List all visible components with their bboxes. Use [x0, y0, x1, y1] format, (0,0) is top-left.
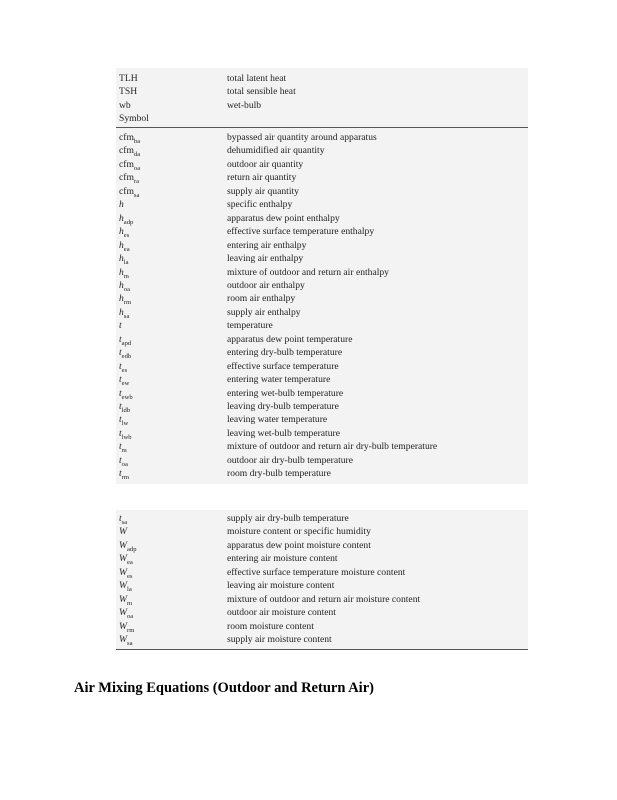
symbol-base: t — [119, 333, 122, 345]
table-row — [116, 440, 528, 453]
row-symbol — [119, 387, 133, 400]
symbol-base: cfm — [119, 185, 134, 197]
symbol-base: W — [119, 593, 127, 605]
row-symbol — [119, 373, 129, 386]
row-description: dehumidified air quantity — [227, 145, 325, 157]
row-symbol — [119, 413, 128, 426]
symbol-base: Symbol — [119, 113, 149, 125]
row-description: apparatus dew point enthalpy — [227, 212, 340, 224]
symbol-base: t — [119, 387, 122, 399]
row-symbol — [119, 566, 133, 579]
row-description: outdoor air enthalpy — [227, 279, 305, 291]
table-row — [116, 552, 528, 565]
nomenclature-table-2 — [116, 510, 528, 650]
symbol-subscript: m — [123, 272, 129, 280]
symbol-base: W — [119, 634, 127, 646]
row-symbol — [119, 185, 139, 198]
row-description: leaving air moisture content — [227, 580, 335, 592]
row-symbol — [119, 427, 132, 440]
table-row — [116, 566, 528, 579]
table-row — [116, 467, 528, 480]
table-row — [116, 171, 528, 184]
symbol-base: t — [119, 454, 122, 466]
row-symbol — [119, 440, 127, 453]
symbol-base: h — [119, 306, 124, 318]
row-description: mixture of outdoor and return air moisture content — [227, 593, 421, 605]
table-row — [116, 198, 528, 211]
row-description: supply air moisture content — [227, 634, 332, 646]
symbol-base: t — [119, 401, 122, 412]
table-row — [116, 360, 528, 373]
section-heading: Air Mixing Equations (Outdoor and Return Air) — [74, 680, 374, 696]
symbol-base: h — [119, 239, 124, 251]
symbol-base: W — [119, 607, 127, 619]
row-symbol — [119, 593, 132, 606]
symbol-subscript: ldb — [121, 407, 131, 414]
table-row — [116, 525, 528, 538]
table-row — [116, 400, 528, 413]
table-bottom-rule — [116, 649, 528, 650]
row-symbol — [119, 99, 131, 112]
symbol-subscript: sa — [123, 312, 130, 320]
row-symbol — [119, 292, 131, 305]
table-row — [116, 413, 528, 426]
table-row — [116, 279, 528, 292]
row-description: outdoor air quantity — [227, 158, 304, 170]
table-row — [116, 252, 528, 265]
symbol-base: W — [119, 539, 127, 551]
row-symbol — [119, 512, 127, 525]
symbol-base: cfm — [119, 145, 134, 157]
row-symbol — [119, 252, 129, 265]
symbol-base: W — [119, 620, 127, 632]
symbol-subscript: la — [123, 259, 129, 267]
table-row — [116, 633, 528, 646]
row-description: leaving dry-bulb temperature — [227, 401, 339, 412]
table-row — [116, 346, 528, 359]
row-symbol — [119, 539, 137, 552]
header-divider — [116, 127, 528, 128]
table-row — [116, 212, 528, 225]
row-description: temperature — [227, 320, 273, 332]
row-symbol — [119, 579, 132, 592]
row-symbol — [119, 85, 137, 98]
table-row — [116, 99, 528, 112]
symbol-subscript: sa — [121, 519, 128, 526]
symbol-base: t — [119, 320, 122, 332]
table-row — [116, 266, 528, 279]
row-description: total latent heat — [227, 73, 287, 84]
table-row — [116, 131, 528, 144]
row-symbol — [119, 212, 133, 225]
symbol-subscript: apd — [121, 339, 132, 347]
row-description: effective surface temperature moisture content — [227, 566, 406, 578]
row-description: supply air dry-bulb temperature — [227, 513, 349, 524]
row-symbol — [119, 306, 129, 319]
row-description: entering water temperature — [227, 374, 331, 386]
row-description: mixture of outdoor and return air enthalpy — [227, 266, 389, 278]
row-symbol — [119, 72, 138, 85]
symbol-subscript: ea — [127, 559, 133, 567]
row-description: moisture content or specific humidity — [227, 526, 371, 538]
symbol-base: t — [119, 360, 122, 372]
symbol-base: h — [119, 253, 124, 265]
row-description: apparatus dew point moisture content — [227, 539, 371, 551]
symbol-subscript: es — [123, 232, 130, 240]
row-description: entering air enthalpy — [227, 239, 307, 251]
symbol-subscript: sa — [127, 640, 133, 648]
symbol-subscript: lwb — [121, 433, 132, 441]
row-symbol — [119, 144, 140, 157]
symbol-base: t — [119, 468, 122, 480]
symbol-base: TLH — [119, 73, 138, 84]
symbol-subscript: edb — [121, 353, 132, 361]
row-symbol — [119, 633, 133, 646]
symbol-subscript: ea — [123, 245, 130, 253]
symbol-base: wb — [119, 99, 131, 111]
table-row — [116, 319, 528, 332]
symbol-subscript: m — [121, 447, 127, 455]
row-description: total sensible heat — [227, 86, 296, 98]
row-description: leaving air enthalpy — [227, 253, 304, 265]
row-symbol — [119, 360, 127, 373]
symbol-base: W — [119, 553, 127, 565]
table-row — [116, 454, 528, 467]
table-row — [116, 373, 528, 386]
row-symbol — [119, 620, 134, 633]
symbol-base: W — [119, 566, 127, 578]
nomenclature-table-1 — [116, 68, 528, 484]
table-row — [116, 333, 528, 346]
row-symbol — [119, 525, 127, 538]
symbol-base: h — [119, 199, 124, 211]
symbol-subscript: ra — [133, 178, 140, 186]
row-description: specific enthalpy — [227, 199, 293, 211]
row-symbol — [119, 239, 130, 252]
row-symbol — [119, 454, 128, 467]
row-description: room dry-bulb temperature — [227, 468, 331, 480]
symbol-subscript: lw — [121, 420, 129, 428]
table-row — [116, 606, 528, 619]
row-symbol — [119, 552, 133, 565]
table-row — [116, 225, 528, 238]
row-description: leaving wet-bulb temperature — [227, 427, 340, 439]
symbol-base: h — [119, 266, 124, 278]
symbol-base: h — [119, 226, 124, 238]
symbol-base: h — [119, 279, 124, 291]
row-description: entering wet-bulb temperature — [227, 387, 344, 399]
row-description: mixture of outdoor and return air dry-bulb temperature — [227, 441, 438, 453]
symbol-subscript: rm — [121, 474, 129, 482]
row-symbol — [119, 467, 129, 480]
row-description: effective surface temperature — [227, 360, 339, 372]
row-description: outdoor air dry-bulb temperature — [227, 454, 354, 466]
row-description: apparatus dew point temperature — [227, 333, 353, 345]
symbol-subscript: oa — [133, 164, 141, 172]
symbol-subscript: es — [121, 366, 128, 374]
row-description: wet-bulb — [227, 99, 262, 111]
row-symbol — [119, 131, 140, 144]
row-symbol — [119, 319, 122, 332]
row-symbol — [119, 266, 129, 279]
symbol-base: t — [119, 374, 122, 386]
symbol-subscript: ba — [133, 138, 141, 145]
table-row — [116, 306, 528, 319]
row-description: room moisture content — [227, 620, 314, 632]
row-symbol — [119, 112, 149, 125]
row-symbol — [119, 400, 130, 413]
row-description: supply air quantity — [227, 185, 299, 197]
table-row — [116, 539, 528, 552]
symbol-base: t — [119, 414, 122, 426]
row-symbol — [119, 158, 140, 171]
row-description: supply air enthalpy — [227, 306, 301, 318]
table-row — [116, 144, 528, 157]
symbol-subscript: adp — [127, 545, 137, 553]
row-symbol — [119, 279, 130, 292]
row-symbol — [119, 606, 133, 619]
table-row — [116, 85, 528, 98]
symbol-subscript: la — [127, 586, 132, 594]
symbol-base: cfm — [119, 132, 134, 143]
table-row — [116, 292, 528, 305]
symbol-subscript: da — [133, 151, 141, 159]
symbol-base: t — [119, 347, 122, 359]
row-description: return air quantity — [227, 172, 297, 184]
symbol-base: h — [119, 293, 124, 305]
row-symbol — [119, 225, 129, 238]
row-symbol — [119, 171, 139, 184]
symbol-base: W — [119, 526, 127, 538]
symbol-base: h — [119, 212, 124, 224]
table-row — [116, 427, 528, 440]
symbol-base: cfm — [119, 172, 134, 184]
table-row — [116, 579, 528, 592]
symbol-base: t — [119, 441, 122, 453]
symbol-subscript: oa — [123, 285, 131, 293]
table-row — [116, 620, 528, 633]
symbol-base: W — [119, 580, 127, 592]
table-row — [116, 158, 528, 171]
table-row — [116, 239, 528, 252]
row-description: outdoor air moisture content — [227, 607, 336, 619]
symbol-subscript: rm — [123, 299, 132, 307]
row-symbol — [119, 346, 131, 359]
row-description: effective surface temperature enthalpy — [227, 226, 375, 238]
table-row — [116, 593, 528, 606]
table-row — [116, 185, 528, 198]
symbol-subscript: oa — [121, 460, 128, 468]
symbol-subscript: m — [127, 599, 133, 607]
symbol-subscript: oa — [127, 613, 134, 621]
symbol-subscript: sa — [133, 191, 140, 199]
symbol-base: TSH — [119, 86, 138, 98]
row-description: entering dry-bulb temperature — [227, 347, 343, 359]
table-row — [116, 387, 528, 400]
symbol-subscript: ew — [121, 380, 130, 388]
symbol-subscript: rm — [127, 626, 135, 634]
table-row — [116, 512, 528, 525]
symbol-subscript: es — [127, 572, 133, 580]
symbol-base: t — [119, 427, 122, 439]
row-description: leaving water temperature — [227, 414, 328, 426]
row-symbol — [119, 333, 131, 346]
symbol-subscript: adp — [123, 218, 134, 226]
table-row — [116, 112, 528, 125]
symbol-subscript: ewb — [121, 393, 133, 401]
symbol-base: t — [119, 513, 122, 524]
table-row — [116, 72, 528, 85]
row-symbol — [119, 198, 124, 211]
row-description: bypassed air quantity around apparatus — [227, 132, 377, 143]
row-description: room air enthalpy — [227, 293, 296, 305]
row-description: entering air moisture content — [227, 553, 338, 565]
symbol-base: cfm — [119, 158, 134, 170]
